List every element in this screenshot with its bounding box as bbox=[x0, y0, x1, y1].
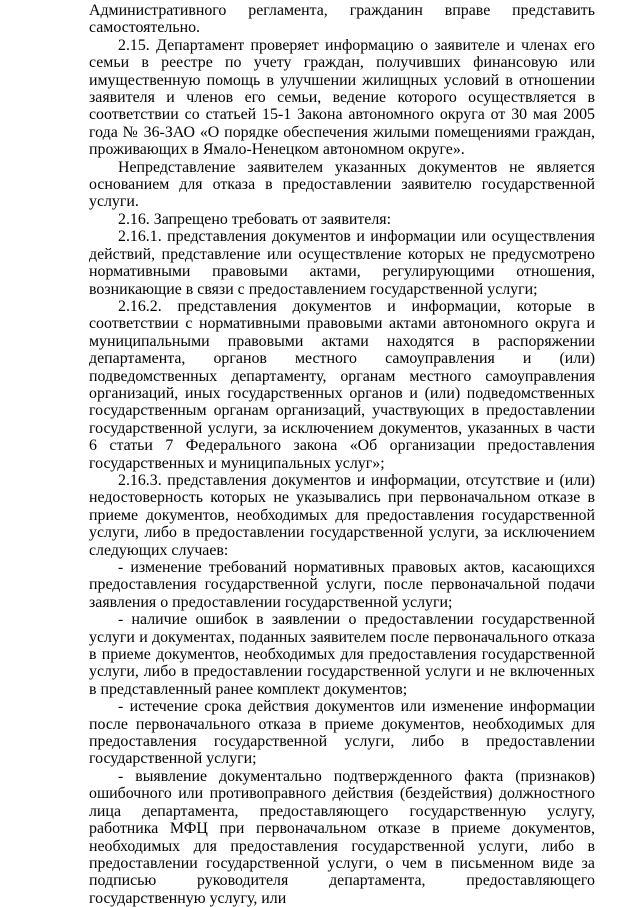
paragraph-nonsubmission: Непредставление заявителем указанных документов не является основанием для отказа в предоставлении заявителю государственной услуги. bbox=[89, 158, 595, 211]
paragraph-2-16-2: 2.16.2. представления документов и информации, которые в соответствии с нормативными правовыми актами автономного округа и муниципальными правовыми актами находятся в распоряжении департамента, органов местного самоуправления и (или) подведомственных департаменту, органам местного самоуправления организаций, иных государственных органов и (или) подведомственных государственным органам организаций, участвующих в предоставлении государственной услуги, за исключением документов, указанных в части 6 статьи 7 Федерального закона «Об организации предоставления государственных и муниципальных услуг»; bbox=[89, 297, 595, 472]
list-item-official-error: - выявление документально подтвержденного факта (признаков) ошибочного или противоправного действия (бездействия) должностного лица департамента, предоставляющего государственную услугу, работника МФЦ при первоначальном отказе в приеме документов, необходимых для предоставления государственной услуги, либо в предоставлении государственной услуги, о чем в письменном виде за подписью руководителя департамента, предоставляющего государственную услугу, или bbox=[89, 767, 595, 907]
list-item-document-expiry: - истечение срока действия документов или изменение информации после первоначального отказа в приеме документов, необходимых для предоставления государственной услуги, либо в предоставлении государственной услуги; bbox=[89, 698, 595, 768]
paragraph-2-15: 2.15. Департамент проверяет информацию о заявителе и членах его семьи в реестре по учету граждан, получивших финансовую или имущественную помощь в улучшении жилищных условий в отношении заявителя и членов его семьи, ведение которого осуществляется в соответствии со статьей 15-1 Закона автономного округа от 30 мая 2005 года № 36-ЗАО «О порядке обеспечения жилыми помещениями граждан, проживающих в Ямало-Ненецком автономном округе». bbox=[89, 36, 595, 159]
paragraph-2-16: 2.16. Запрещено требовать от заявителя: bbox=[118, 210, 391, 228]
paragraph-2-16-3: 2.16.3. представления документов и информации, отсутствие и (или) недостоверность которых не указывались при первоначальном отказе в приеме документов, необходимых для предоставления государственной услуги, либо в предоставлении государственной услуги, за исключением следующих случаев: bbox=[89, 471, 595, 559]
paragraph-continuation: Административного регламента, гражданин вправе представить самостоятельно. bbox=[89, 2, 595, 37]
list-item-application-errors: - наличие ошибок в заявлении о предоставлении государственной услуги и документах, поданных заявителем после первоначального отказа в приеме документов, необходимых для предоставления государственной услуги, либо в предоставлении государственной услуги и не включенных в представленный ранее комплект документов; bbox=[89, 611, 595, 698]
list-item-requirements-change: - изменение требований нормативных правовых актов, касающихся предоставления государственной услуги, после первоначальной подачи заявления о предоставлении государственной услуги; bbox=[89, 559, 595, 611]
document-page bbox=[89, 2, 595, 907]
paragraph-2-16-1: 2.16.1. представления документов и информации или осуществления действий, представление или осуществление которых не предусмотрено нормативными правовыми актами, регулирующими отношения, возникающие в связи с предоставлением государственной услуги; bbox=[89, 228, 595, 298]
